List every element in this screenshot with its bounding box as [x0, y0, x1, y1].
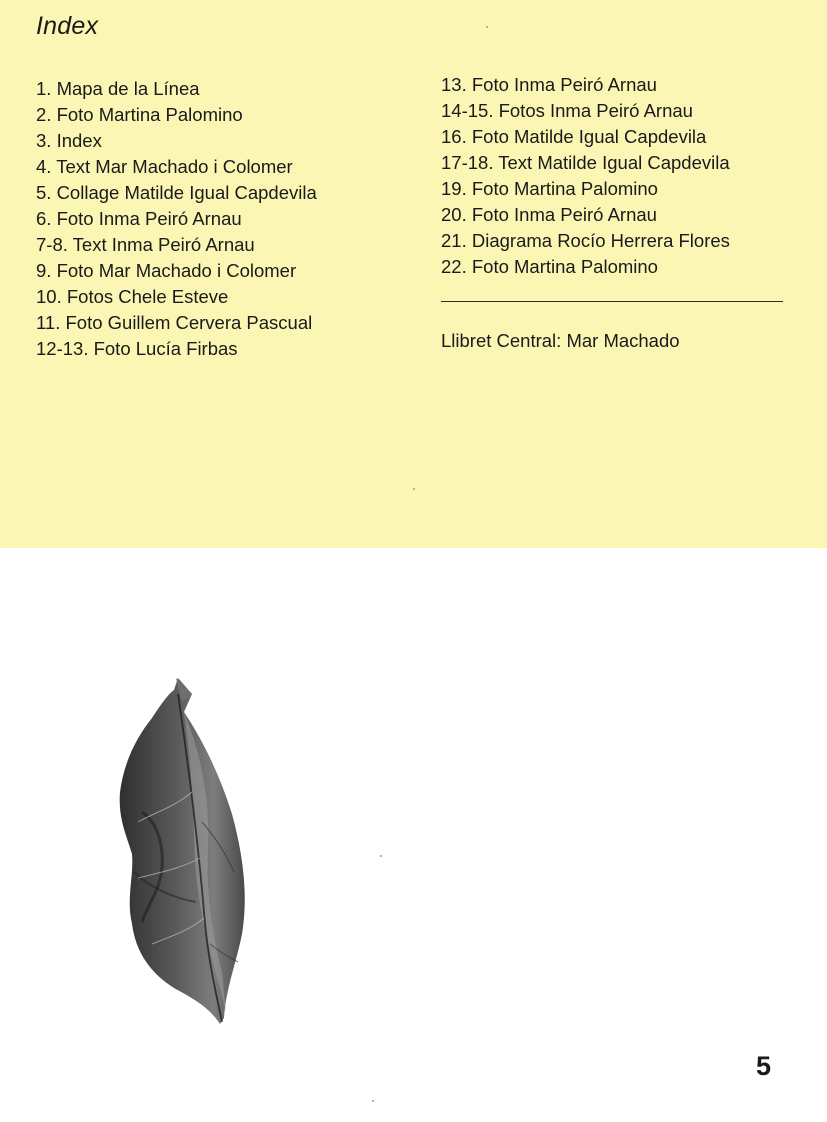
index-entry: 6. Foto Inma Peiró Arnau: [36, 208, 242, 229]
paper-speck: [372, 1100, 374, 1102]
index-entry: 5. Collage Matilde Igual Capdevila: [36, 182, 317, 203]
index-list-right: [441, 72, 730, 280]
index-entry: 3. Index: [36, 130, 102, 151]
index-entry: 1. Mapa de la Línea: [36, 78, 200, 99]
index-entry: 20. Foto Inma Peiró Arnau: [441, 204, 657, 225]
paper-speck: [413, 488, 415, 490]
index-entry: 12-13. Foto Lucía Firbas: [36, 338, 238, 359]
paper-speck: [380, 855, 382, 857]
index-entry: 22. Foto Martina Palomino: [441, 256, 658, 277]
index-entry: 4. Text Mar Machado i Colomer: [36, 156, 293, 177]
index-list-left: [36, 76, 317, 362]
booklet-credit: Llibret Central: Mar Machado: [441, 330, 680, 351]
paper-speck: [486, 26, 488, 28]
index-entry: 14-15. Fotos Inma Peiró Arnau: [441, 100, 693, 121]
index-entry: 9. Foto Mar Machado i Colomer: [36, 260, 297, 281]
index-entry: 11. Foto Guillem Cervera Pascual: [36, 312, 313, 333]
page-number: 5: [755, 1051, 771, 1081]
index-entry: 16. Foto Matilde Igual Capdevila: [441, 126, 707, 147]
divider-line: [441, 301, 783, 302]
index-entry: 2. Foto Martina Palomino: [36, 104, 243, 125]
index-heading: Index: [36, 12, 99, 40]
index-entry: 21. Diagrama Rocío Herrera Flores: [441, 230, 730, 251]
index-entry: 19. Foto Martina Palomino: [441, 178, 658, 199]
index-entry: 7-8. Text Inma Peiró Arnau: [36, 234, 255, 255]
index-entry: 17-18. Text Matilde Igual Capdevila: [441, 152, 730, 173]
index-entry: 13. Foto Inma Peiró Arnau: [441, 74, 657, 95]
dried-leaf-image: [112, 672, 252, 1028]
index-entry: 10. Fotos Chele Esteve: [36, 286, 229, 307]
